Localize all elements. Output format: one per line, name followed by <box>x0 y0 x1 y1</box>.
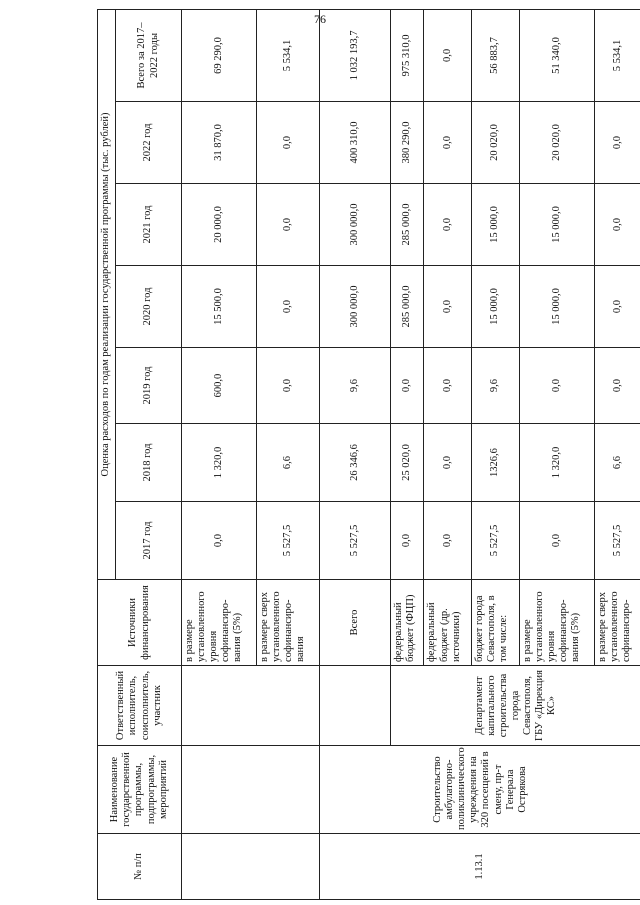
cell-value: 0,0 <box>256 184 319 266</box>
cell-value: 400 310,0 <box>319 102 390 184</box>
cell-value: 1 320,0 <box>182 424 257 502</box>
cell-value: 56 883,7 <box>471 9 519 101</box>
cell-source: в размере сверх установленного софинансиро- <box>594 580 640 666</box>
cell-item-name: Строительство амбулаторно-поликлинического учреждения на 320 посещений в смену, пр-т Генерала Острякова <box>319 746 640 834</box>
cell-value: 6,6 <box>594 424 640 502</box>
cell-value: 0,0 <box>256 266 319 348</box>
cell-value: 20 020,0 <box>471 102 519 184</box>
cell-value: 0,0 <box>256 102 319 184</box>
header-year: 2021 год <box>116 184 182 266</box>
cell-value: 300 000,0 <box>319 184 390 266</box>
cell-item-responsible: Департамент капитального строительства города Севастополя, ГБУ «Дирекция КС» <box>391 666 640 746</box>
header-responsible: Ответственный исполнитель, соисполнитель, участник <box>98 666 182 746</box>
financing-table <box>97 9 640 900</box>
header-year: 2017 год <box>116 502 182 580</box>
cell-value: 5 527,5 <box>256 502 319 580</box>
cell-value: 6,6 <box>256 424 319 502</box>
landscape-page <box>97 22 640 900</box>
cell-item-number: 1.13.1 <box>319 834 640 900</box>
header-year: 2020 год <box>116 266 182 348</box>
cell-number-blank <box>182 834 320 900</box>
cell-value: 26 346,6 <box>319 424 390 502</box>
cell-value: 5 527,5 <box>594 502 640 580</box>
cell-value: 51 340,0 <box>519 9 594 101</box>
cell-source: в размере установленного уровня софинансиро-вания (5%) <box>519 580 594 666</box>
header-source: Источники финансирования <box>98 580 182 666</box>
cell-value: 300 000,0 <box>319 266 390 348</box>
cell-value: 600,0 <box>182 348 257 424</box>
header-year: 2022 год <box>116 102 182 184</box>
cell-value: 9,6 <box>471 348 519 424</box>
cell-value: 9,6 <box>319 348 390 424</box>
cell-value: 0,0 <box>594 184 640 266</box>
cell-source: федеральный бюджет (ФЦП) <box>391 580 424 666</box>
cell-value: 0,0 <box>182 502 257 580</box>
cell-value: 0,0 <box>519 348 594 424</box>
cell-value: 0,0 <box>424 502 471 580</box>
cell-name-blank <box>182 746 320 834</box>
cell-value: 5 527,5 <box>319 502 390 580</box>
cell-value: 1 320,0 <box>519 424 594 502</box>
header-name: Наименование государственной программы, подпрограммы, мероприятий <box>98 746 182 834</box>
page-number: 76 <box>314 12 326 26</box>
cell-value: 69 290,0 <box>182 9 257 101</box>
cell-value: 15 000,0 <box>471 266 519 348</box>
header-year: 2018 год <box>116 424 182 502</box>
cell-value: 31 870,0 <box>182 102 257 184</box>
cell-value: 20 020,0 <box>519 102 594 184</box>
header-total: Всего за 2017–2022 годы <box>116 9 182 101</box>
rotated-table-frame <box>97 22 640 900</box>
cell-value: 285 000,0 <box>391 184 424 266</box>
table-row <box>182 9 257 899</box>
cell-value: 15 000,0 <box>519 184 594 266</box>
cell-value: 0,0 <box>256 348 319 424</box>
cell-value: 20 000,0 <box>182 184 257 266</box>
cell-value: 0,0 <box>391 502 424 580</box>
cell-responsible-blank <box>182 666 320 746</box>
cell-source: бюджет города Севастополя, в том числе: <box>471 580 519 666</box>
cell-value: 15 000,0 <box>519 266 594 348</box>
cell-value: 15 500,0 <box>182 266 257 348</box>
cell-value: 0,0 <box>594 102 640 184</box>
cell-value: 0,0 <box>424 266 471 348</box>
header-expense-group: Оценка расходов по годам реализации государственной программы (тыс. рублей) <box>98 9 116 579</box>
cell-source: Всего <box>319 580 390 666</box>
cell-value: 1326,6 <box>471 424 519 502</box>
cell-value: 0,0 <box>391 348 424 424</box>
cell-responsible-blank <box>319 666 390 746</box>
cell-source: в размере сверх установленного софинансиро-вания <box>256 580 319 666</box>
cell-value: 1 032 193,7 <box>319 9 390 101</box>
cell-value: 5 534,1 <box>256 9 319 101</box>
cell-value: 0,0 <box>424 348 471 424</box>
cell-source: в размере установленного уровня софинансиро-вания (5%) <box>182 580 257 666</box>
cell-value: 15 000,0 <box>471 184 519 266</box>
cell-value: 0,0 <box>519 502 594 580</box>
cell-value: 975 310,0 <box>391 9 424 101</box>
table-row <box>319 9 390 899</box>
cell-value: 25 020,0 <box>391 424 424 502</box>
cell-value: 5 534,1 <box>594 9 640 101</box>
cell-source: федеральный бюджет (др. источники) <box>424 580 471 666</box>
cell-value: 0,0 <box>424 102 471 184</box>
cell-value: 0,0 <box>594 266 640 348</box>
cell-value: 5 527,5 <box>471 502 519 580</box>
cell-value: 0,0 <box>424 184 471 266</box>
cell-value: 0,0 <box>594 348 640 424</box>
cell-value: 0,0 <box>424 9 471 101</box>
header-number: № п/п <box>98 834 182 900</box>
header-year: 2019 год <box>116 348 182 424</box>
cell-value: 0,0 <box>424 424 471 502</box>
cell-value: 380 290,0 <box>391 102 424 184</box>
cell-value: 285 000,0 <box>391 266 424 348</box>
